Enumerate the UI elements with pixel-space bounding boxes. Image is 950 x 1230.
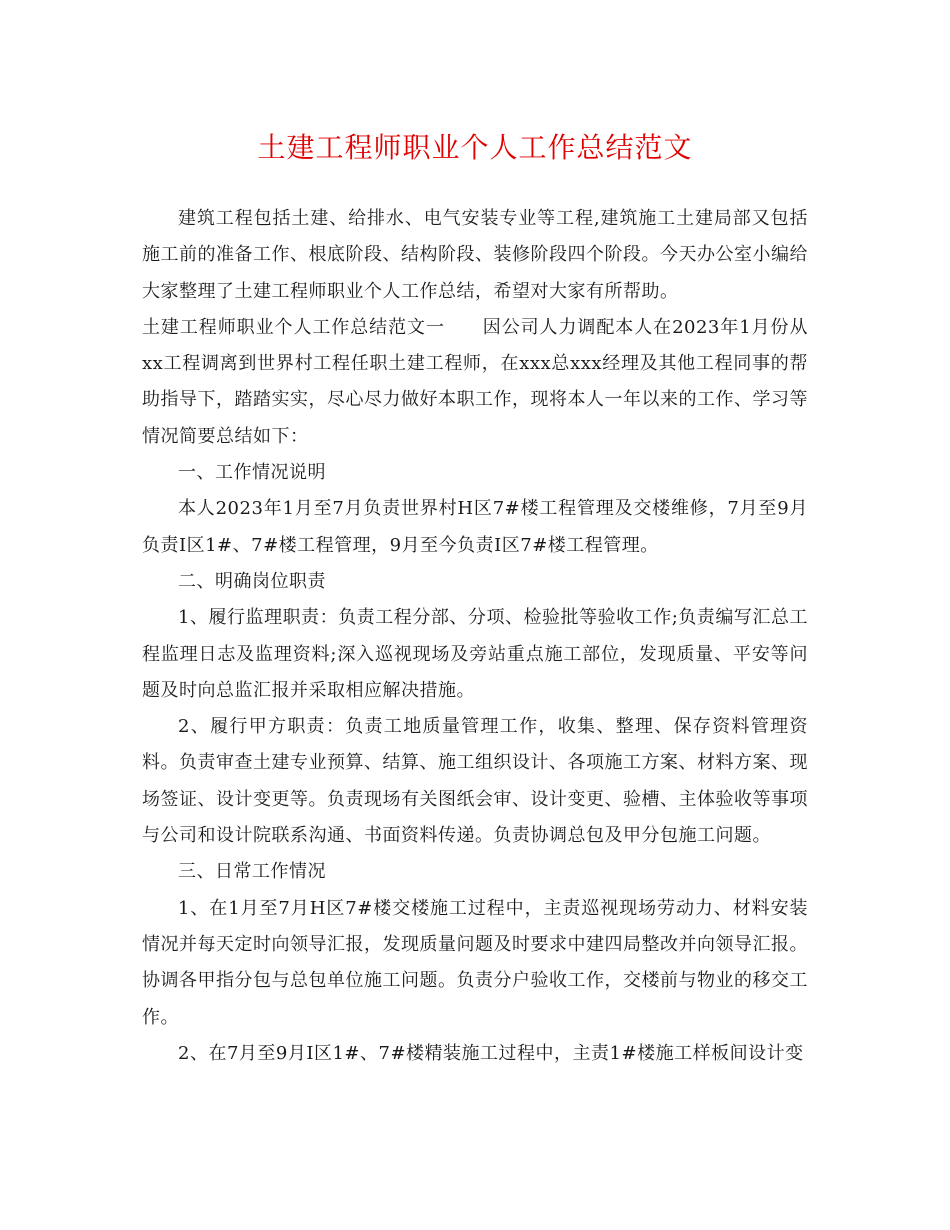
paragraph-section-one: 土建工程师职业个人工作总结范文一 因公司人力调配本人在2023年1月份从xx工程调离到世界村工程任职土建工程师，在xxx总xxx经理及其他工程同事的帮助指导下，踏踏实实，尽心尽力做好本职工作，现将本人一年以来的工作、学习等情况简要总结如下： bbox=[142, 316, 808, 447]
paragraph-supervision-duties: 1、履行监理职责：负责工程分部、分项、检验批等验收工作;负责编写汇总工程监理日志及监理资料;深入巡视现场及旁站重点施工部位，发现质量、平安等问题及时向总监汇报并采取相应解决措施。 bbox=[142, 607, 808, 701]
heading-daily-work: 三、日常工作情况 bbox=[178, 861, 326, 883]
paragraph-intro: 建筑工程包括土建、给排水、电气安装专业等工程,建筑施工土建局部又包括施工前的准备工作、根底阶段、结构阶段、装修阶段四个阶段。今天办公室小编给大家整理了土建工程师职业个人工作总结，希望对大家有所帮助。 bbox=[142, 208, 808, 302]
paragraph-daily-work-1: 1、在1月至7月H区7#楼交楼施工过程中，主责巡视现场劳动力、材料安装情况并每天定时向领导汇报，发现质量问题及时要求中建四局整改并向领导汇报。协调各甲指分包与总包单位施工问题。负责分户验收工作，交楼前与物业的移交工作。 bbox=[142, 897, 808, 1028]
heading-work-situation: 一、工作情况说明 bbox=[178, 462, 326, 484]
document-title: 土建工程师职业个人工作总结范文 bbox=[257, 131, 693, 164]
document-body bbox=[142, 201, 808, 1072]
heading-job-duties: 二、明确岗位职责 bbox=[178, 570, 326, 592]
paragraph-daily-work-2: 2、在7月至9月I区1#、7#楼精装施工过程中，主责1#楼施工样板间设计变 bbox=[178, 1042, 804, 1064]
paragraph-owner-duties: 2、履行甲方职责：负责工地质量管理工作，收集、整理、保存资料管理资料。负责审查土建专业预算、结算、施工组织设计、各项施工方案、材料方案、现场签证、设计变更等。负责现场有关图纸会审、设计变更、验槽、主体验收等事项与公司和设计院联系沟通、书面资料传递。负责协调总包及甲分包施工问题。 bbox=[142, 716, 808, 847]
paragraph-work-situation: 本人2023年1月至7月负责世界村H区7#楼工程管理及交楼维修，7月至9月负责I区1#、7#楼工程管理，9月至今负责I区7#楼工程管理。 bbox=[142, 498, 808, 556]
